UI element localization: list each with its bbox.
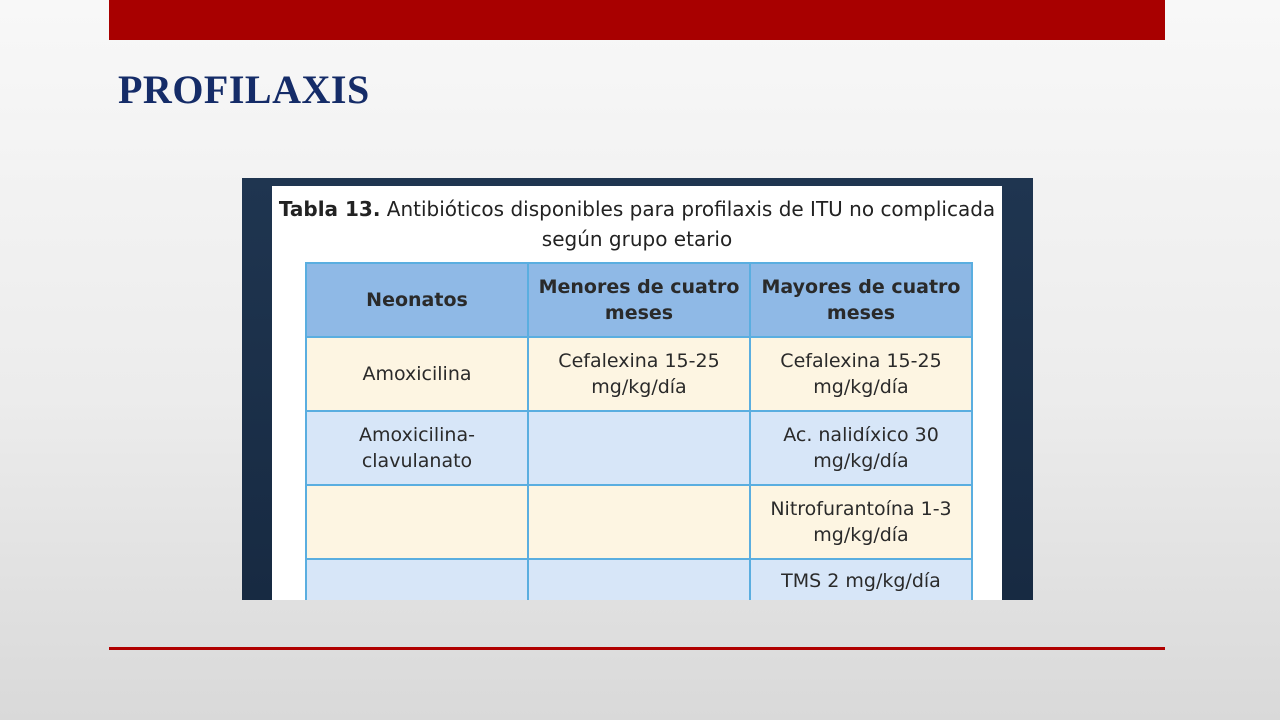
table-row — [306, 411, 972, 485]
top-accent-bar — [109, 0, 1165, 40]
slide-title: PROFILAXIS — [118, 67, 370, 112]
table-cell: Nitrofurantoína 1-3 mg/kg/día — [750, 485, 972, 559]
document-panel — [272, 186, 1002, 600]
table-row — [306, 485, 972, 559]
table-header-row — [306, 263, 972, 337]
header-neonatos: Neonatos — [306, 263, 528, 337]
table-cell — [528, 485, 750, 559]
table-cell: Ac. nalidíxico 30 mg/kg/día — [750, 411, 972, 485]
header-menores: Menores de cuatro meses — [528, 263, 750, 337]
table-cell — [528, 559, 750, 600]
table-image-frame — [242, 178, 1033, 600]
table-cell: Cefalexina 15-25 mg/kg/día — [528, 337, 750, 411]
table-row — [306, 559, 972, 600]
table-cell: TMS 2 mg/kg/día — [750, 559, 972, 600]
table-cell: Amoxicilina-clavulanato — [306, 411, 528, 485]
bottom-divider-line — [109, 647, 1165, 650]
table-cell — [306, 485, 528, 559]
table-cell — [528, 411, 750, 485]
table-cell — [306, 559, 528, 600]
table-caption — [272, 194, 1002, 254]
prophylaxis-table — [305, 262, 973, 600]
table-caption-label: Tabla 13. — [278, 197, 381, 221]
header-mayores: Mayores de cuatro meses — [750, 263, 972, 337]
table-caption-text: Antibióticos disponibles para profilaxis de ITU no complicada según grupo etario — [386, 197, 996, 251]
table-cell: Cefalexina 15-25 mg/kg/día — [750, 337, 972, 411]
table-row — [306, 337, 972, 411]
table-cell: Amoxicilina — [306, 337, 528, 411]
